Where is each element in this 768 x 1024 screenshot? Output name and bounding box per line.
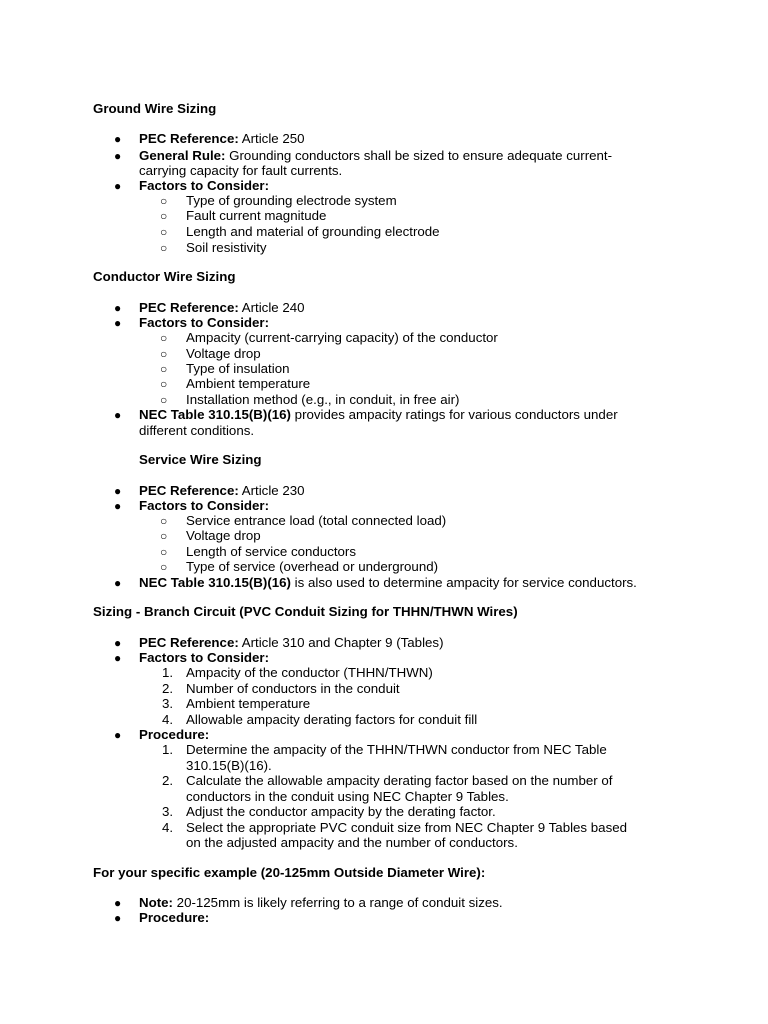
value: Article 250 — [238, 131, 305, 146]
sub-bullet-marker: ○ — [160, 347, 168, 361]
bullet-marker: ● — [114, 911, 122, 925]
numbered-item-continuation: on the adjusted ampacity and the number of conductors. — [186, 835, 518, 850]
sub-bullet-marker: ○ — [160, 194, 168, 208]
bullet-marker: ● — [114, 576, 122, 590]
numbered-item: Allowable ampacity derating factors for conduit fill — [186, 712, 478, 727]
sub-list-item: Type of insulation — [186, 361, 290, 376]
bullet-marker: ● — [114, 636, 122, 650]
numbered-item: Number of conductors in the conduit — [186, 681, 400, 696]
list-item — [139, 483, 305, 499]
list-number: 2. — [162, 773, 174, 788]
value: 20-125mm is likely referring to a range of conduit sizes. — [172, 895, 503, 910]
list-number: 3. — [162, 804, 174, 819]
sub-list-item: Soil resistivity — [186, 240, 267, 255]
sub-bullet-marker: ○ — [160, 529, 168, 543]
list-item-continuation: carrying capacity for fault currents. — [139, 163, 343, 178]
list-item — [139, 727, 209, 743]
bullet-marker: ● — [114, 408, 122, 422]
list-number: 3. — [162, 696, 174, 711]
list-item — [139, 148, 612, 164]
label: PEC Reference: — [139, 483, 239, 498]
sub-bullet-marker: ○ — [160, 377, 168, 391]
value: Grounding conductors shall be sized to ensure adequate current- — [225, 148, 613, 163]
sub-bullet-marker: ○ — [160, 545, 168, 559]
numbered-item: Determine the ampacity of the THHN/THWN conductor from NEC Table — [186, 742, 607, 757]
sub-list-item: Length of service conductors — [186, 544, 357, 559]
sub-bullet-marker: ○ — [160, 362, 168, 376]
list-item — [139, 178, 269, 194]
bullet-marker: ● — [114, 896, 122, 910]
bullet-marker: ● — [114, 651, 122, 665]
list-item — [139, 575, 637, 591]
sub-list-item: Length and material of grounding electrode — [186, 224, 440, 239]
sub-bullet-marker: ○ — [160, 331, 168, 345]
sub-bullet-marker: ○ — [160, 393, 168, 407]
numbered-item: Calculate the allowable ampacity derating factor based on the number of — [186, 773, 613, 788]
list-item — [139, 635, 444, 651]
section-title-conductor: Conductor Wire Sizing — [93, 269, 236, 284]
list-item-continuation: different conditions. — [139, 423, 255, 438]
label: Factors to Consider: — [139, 498, 270, 513]
bullet-marker: ● — [114, 132, 122, 146]
numbered-item-continuation: conductors in the conduit using NEC Chapter 9 Tables. — [186, 789, 509, 804]
label: Factors to Consider: — [139, 315, 270, 330]
numbered-item: Ampacity of the conductor (THHN/THWN) — [186, 665, 433, 680]
list-number: 4. — [162, 820, 174, 835]
label: PEC Reference: — [139, 300, 239, 315]
label: Procedure: — [139, 727, 210, 742]
bullet-marker: ● — [114, 728, 122, 742]
bullet-marker: ● — [114, 316, 122, 330]
section-title-example: For your specific example (20-125mm Outside Diameter Wire): — [93, 865, 486, 880]
numbered-item: Select the appropriate PVC conduit size from NEC Chapter 9 Tables based — [186, 820, 628, 835]
label: NEC Table 310.15(B)(16) — [139, 407, 291, 422]
value: provides ampacity ratings for various conductors under — [290, 407, 618, 422]
sub-list-item: Ambient temperature — [186, 376, 311, 391]
section-title-service: Service Wire Sizing — [139, 452, 262, 467]
numbered-item-continuation: 310.15(B)(16). — [186, 758, 272, 773]
sub-list-item: Voltage drop — [186, 528, 261, 543]
sub-bullet-marker: ○ — [160, 514, 168, 528]
sub-bullet-marker: ○ — [160, 560, 168, 574]
sub-list-item: Voltage drop — [186, 346, 261, 361]
list-item — [139, 131, 305, 147]
section-title-branch: Sizing - Branch Circuit (PVC Conduit Sizing for THHN/THWN Wires) — [93, 604, 518, 619]
numbered-item: Adjust the conductor ampacity by the derating factor. — [186, 804, 496, 819]
sub-bullet-marker: ○ — [160, 225, 168, 239]
sub-list-item: Type of grounding electrode system — [186, 193, 397, 208]
list-item — [139, 650, 269, 666]
sub-list-item: Ampacity (current-carrying capacity) of the conductor — [186, 330, 498, 345]
list-number: 1. — [162, 742, 174, 757]
bullet-marker: ● — [114, 179, 122, 193]
sub-list-item: Fault current magnitude — [186, 208, 327, 223]
sub-bullet-marker: ○ — [160, 241, 168, 255]
list-item — [139, 300, 305, 316]
list-number: 2. — [162, 681, 174, 696]
list-number: 1. — [162, 665, 174, 680]
label: Procedure: — [139, 910, 210, 925]
label: PEC Reference: — [139, 131, 239, 146]
label: General Rule: — [139, 148, 226, 163]
sub-list-item: Service entrance load (total connected load) — [186, 513, 447, 528]
list-item — [139, 407, 618, 423]
value: Article 240 — [238, 300, 305, 315]
list-item — [139, 910, 209, 926]
bullet-marker: ● — [114, 499, 122, 513]
label: Note: — [139, 895, 173, 910]
value: Article 230 — [238, 483, 305, 498]
value: is also used to determine ampacity for service conductors. — [290, 575, 637, 590]
label: Factors to Consider: — [139, 178, 270, 193]
bullet-marker: ● — [114, 484, 122, 498]
list-number: 4. — [162, 712, 174, 727]
sub-list-item: Type of service (overhead or underground) — [186, 559, 439, 574]
bullet-marker: ● — [114, 149, 122, 163]
value: Article 310 and Chapter 9 (Tables) — [238, 635, 444, 650]
label: Factors to Consider: — [139, 650, 270, 665]
label: NEC Table 310.15(B)(16) — [139, 575, 291, 590]
sub-list-item: Installation method (e.g., in conduit, in free air) — [186, 392, 460, 407]
numbered-item: Ambient temperature — [186, 696, 311, 711]
list-item — [139, 498, 269, 514]
sub-bullet-marker: ○ — [160, 209, 168, 223]
section-title-ground: Ground Wire Sizing — [93, 101, 217, 116]
bullet-marker: ● — [114, 301, 122, 315]
list-item — [139, 315, 269, 331]
list-item — [139, 895, 503, 911]
label: PEC Reference: — [139, 635, 239, 650]
